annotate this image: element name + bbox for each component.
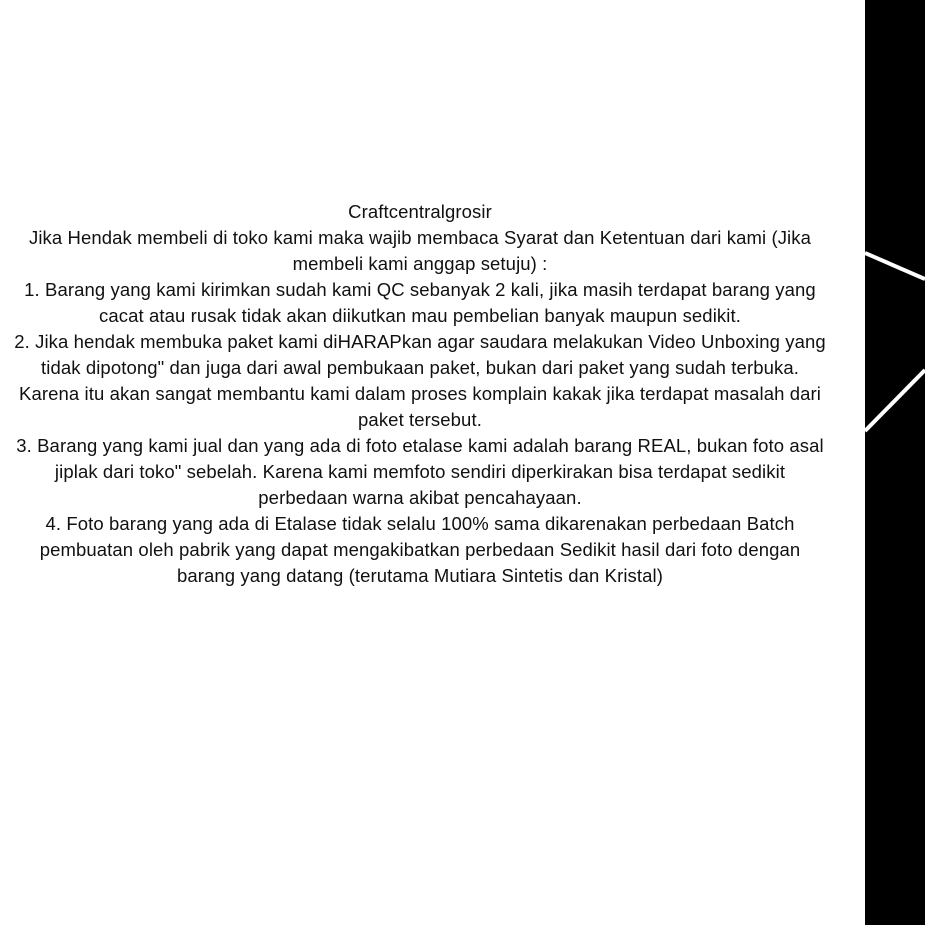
terms-notice bbox=[0, 199, 850, 589]
term-2-line: 2. Jika hendak membuka paket kami diHARAPkan agar saudara melakukan Video Unboxing yang bbox=[14, 331, 826, 352]
store-name: Craftcentralgrosir bbox=[348, 201, 492, 222]
term-2-line: tidak dipotong" dan juga dari awal pembukaan paket, bukan dari paket yang sudah terbuka. bbox=[41, 357, 799, 378]
term-3-line: jiplak dari toko" sebelah. Karena kami memfoto sendiri diperkirakan bisa terdapat sedikit bbox=[54, 461, 786, 482]
term-4-line: 4. Foto barang yang ada di Etalase tidak selalu 100% sama dikarenakan perbedaan Batch bbox=[45, 513, 795, 534]
term-1-line: cacat atau rusak tidak akan diikutkan mau pembelian banyak maupun sedikit. bbox=[99, 305, 741, 326]
term-4-line: barang yang datang (terutama Mutiara Sintetis dan Kristal) bbox=[176, 565, 664, 586]
term-1-line: 1. Barang yang kami kirimkan sudah kami QC sebanyak 2 kali, jika masih terdapat barang yang bbox=[24, 279, 816, 300]
term-2-line: paket tersebut. bbox=[358, 409, 482, 430]
intro-line: Jika Hendak membeli di toko kami maka wajib membaca Syarat dan Ketentuan dari kami (Jika bbox=[28, 227, 812, 248]
term-3-line: perbedaan warna akibat pencahayaan. bbox=[258, 487, 582, 508]
term-4-line: pembuatan oleh pabrik yang dapat mengakibatkan perbedaan Sedikit hasil dari foto dengan bbox=[39, 539, 801, 560]
term-3-line: 3. Barang yang kami jual dan yang ada di foto etalase kami adalah barang REAL, bukan foto asal bbox=[16, 435, 824, 456]
term-2-line: Karena itu akan sangat membantu kami dalam proses komplain kakak jika terdapat masalah dari bbox=[19, 383, 821, 404]
intro-line: membeli kami anggap setuju) : bbox=[292, 253, 548, 274]
decorative-lines-icon bbox=[865, 0, 925, 925]
